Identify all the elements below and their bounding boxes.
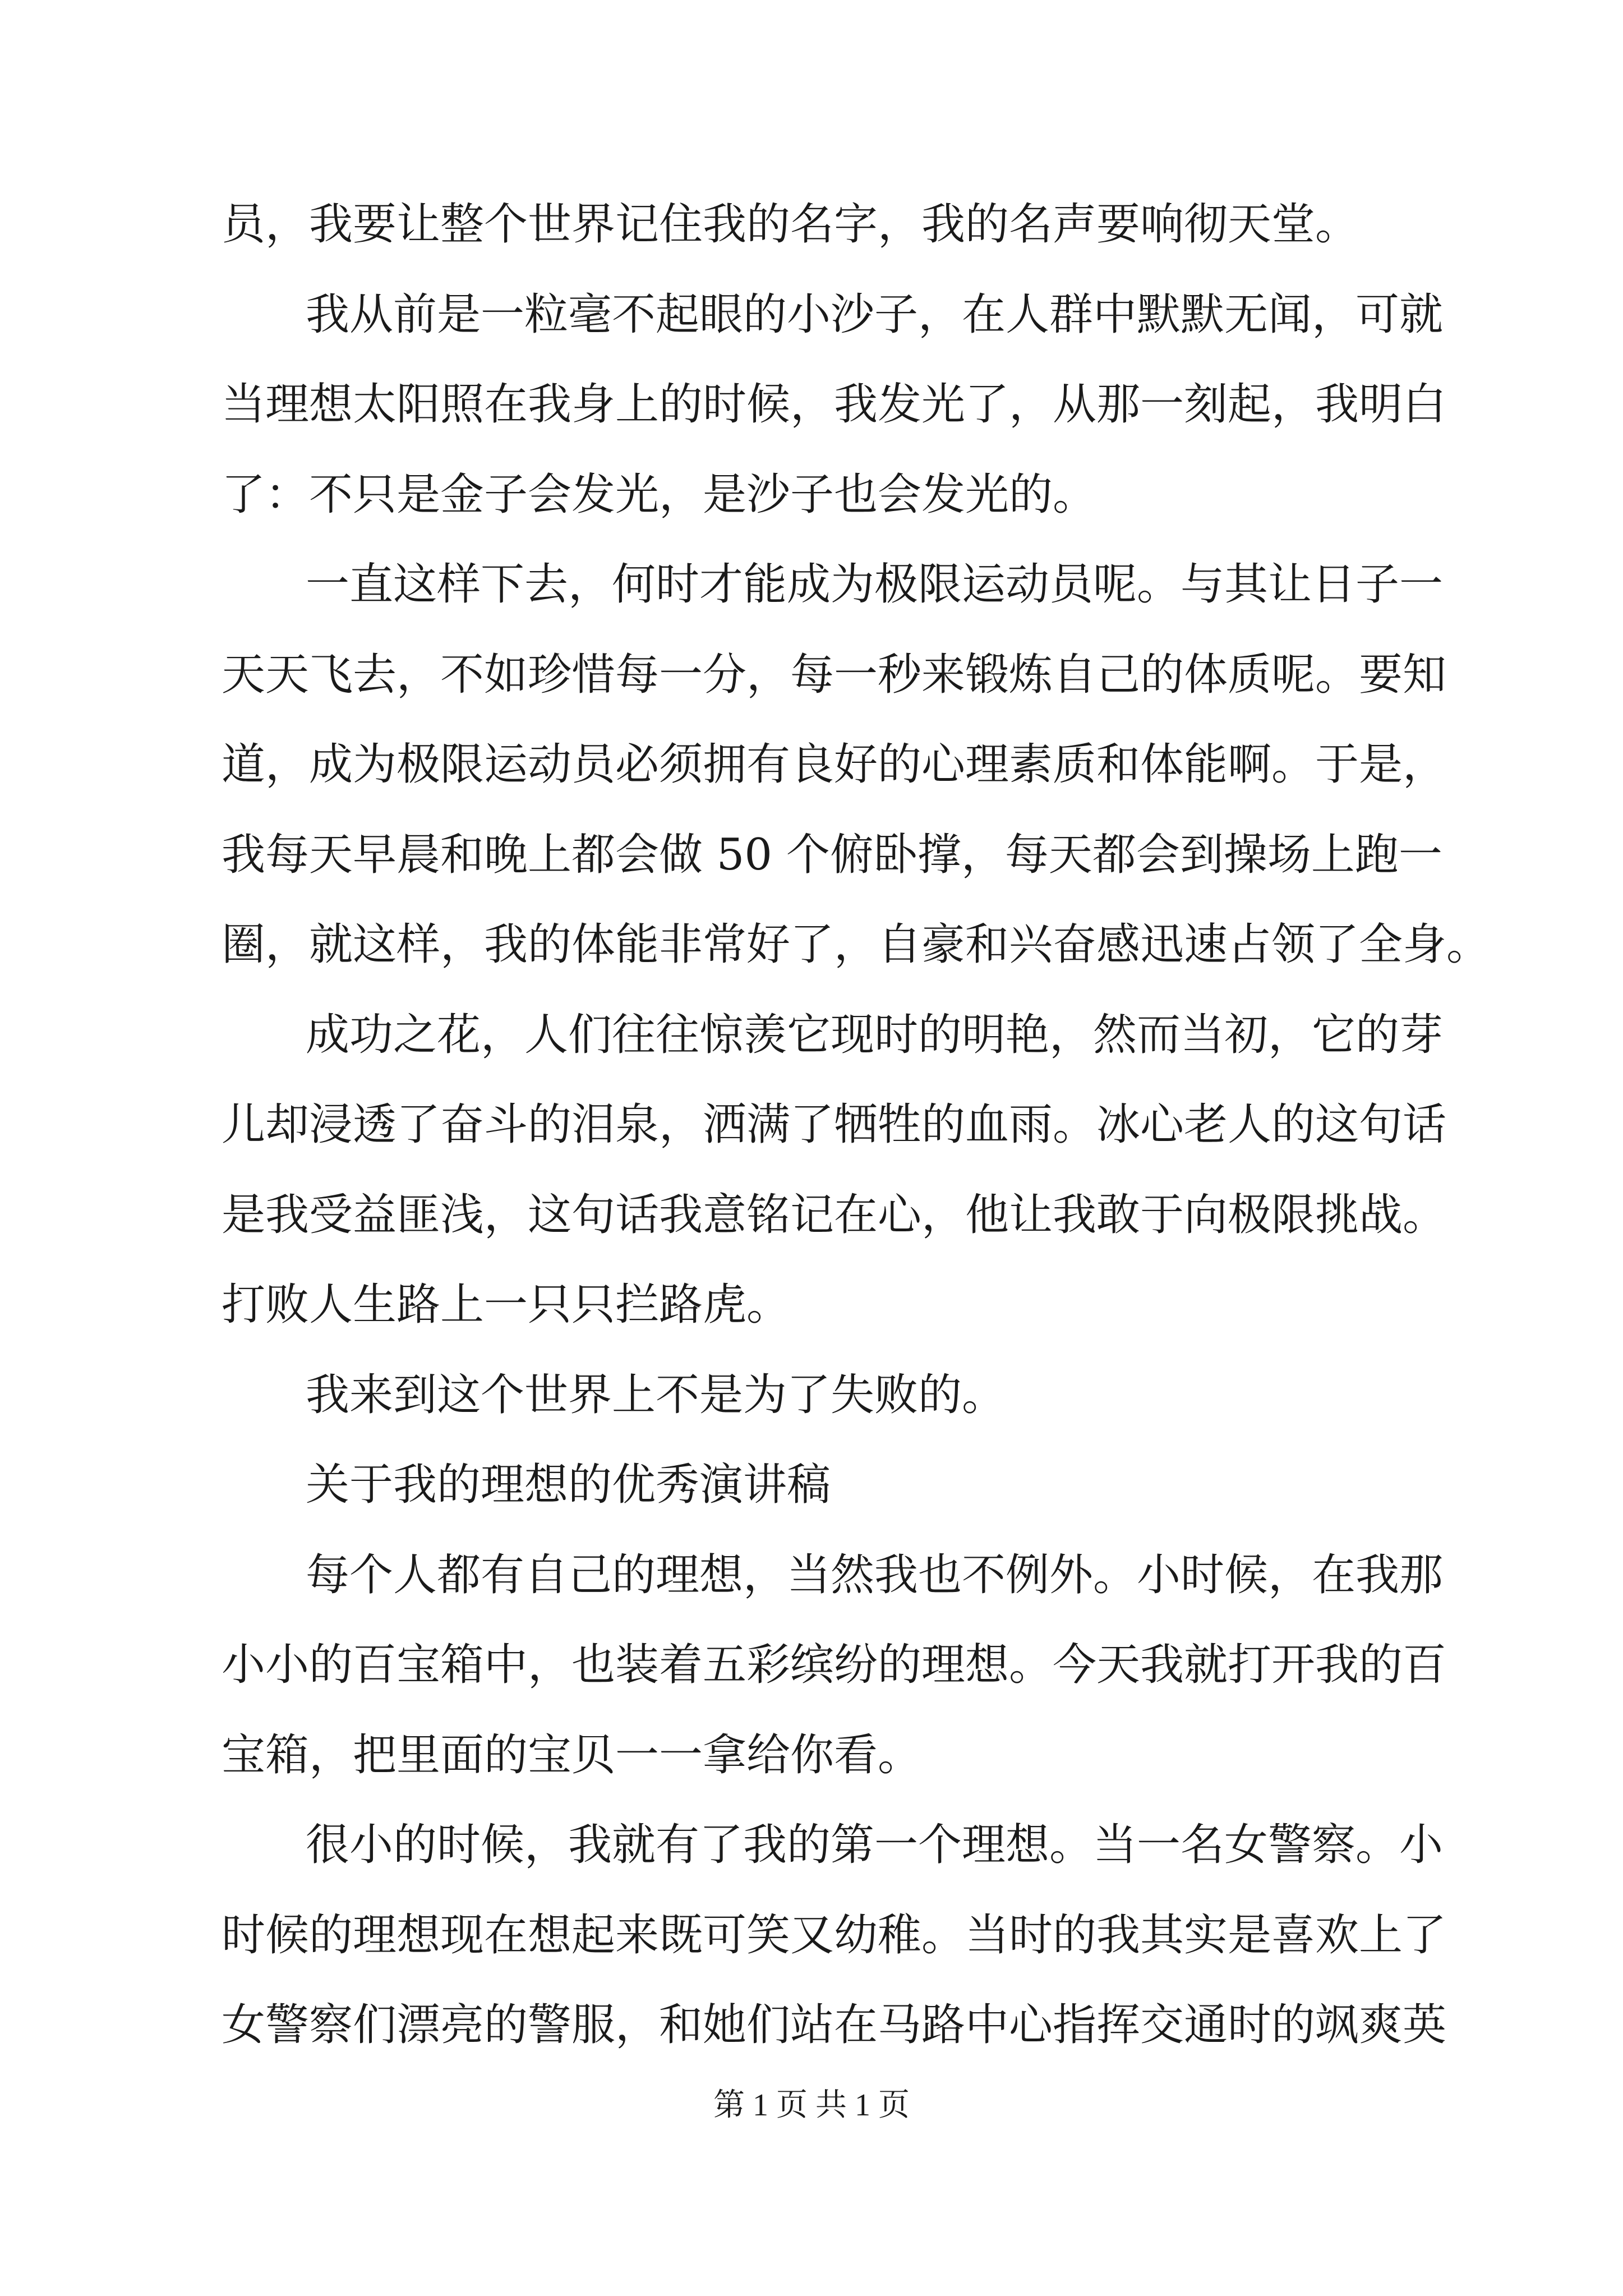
text-line: 我来到这个世界上不是为了失败的。 (306, 1370, 1006, 1420)
text-line: 每个人都有自己的理想，当然我也不例外。小时候，在我那 (306, 1550, 1444, 1600)
page-footer: 第 1 页 共 1 页 (713, 2088, 910, 2123)
text-line: 了：不只是金子会发光，是沙子也会发光的。 (222, 470, 1097, 520)
text-line: 天天飞去，不如珍惜每一分，每一秒来锻炼自己的体质呢。要知 (222, 650, 1447, 700)
text-line: 圈，就这样，我的体能非常好了，自豪和兴奋感迅速占领了全身。 (222, 919, 1491, 970)
text-line: 时候的理想现在想起来既可笑又幼稚。当时的我其实是喜欢上了 (222, 1910, 1447, 1961)
text-line: 打败人生路上一只只拦路虎。 (222, 1280, 791, 1330)
text-line: 是我受益匪浅，这句话我意铭记在心，他让我敢于向极限挑战。 (222, 1190, 1447, 1240)
text-line: 很小的时候，我就有了我的第一个理想。当一名女警察。小 (306, 1820, 1444, 1870)
text-line: 宝箱，把里面的宝贝一一拿给你看。 (222, 1730, 922, 1780)
text-line: 一直这样下去，何时才能成为极限运动员呢。与其让日子一 (306, 559, 1444, 610)
text-line: 小小的百宝箱中，也装着五彩缤纷的理想。今天我就打开我的百 (222, 1640, 1447, 1690)
text-line: 道，成为极限运动员必须拥有良好的心理素质和体能啊。于是， (222, 739, 1447, 790)
text-line: 员，我要让整个世界记住我的名字，我的名声要响彻天堂。 (222, 199, 1359, 250)
text-line: 女警察们漂亮的警服，和她们站在马路中心指挥交通时的飒爽英 (222, 2000, 1447, 2050)
text-line: 我每天早晨和晚上都会做 50 个俯卧撑，每天都会到操场上跑一 (222, 830, 1442, 880)
text-line: 我从前是一粒毫不起眼的小沙子，在人群中默默无闻，可就 (306, 289, 1444, 340)
text-line: 当理想太阳照在我身上的时候，我发光了，从那一刻起，我明白 (222, 379, 1447, 430)
text-line: 儿却浸透了奋斗的泪泉，洒满了牺牲的血雨。冰心老人的这句话 (222, 1099, 1447, 1150)
section-heading: 关于我的理想的优秀演讲稿 (306, 1460, 831, 1510)
text-line: 成功之花，人们往往惊羡它现时的明艳，然而当初，它的芽 (306, 1010, 1444, 1060)
